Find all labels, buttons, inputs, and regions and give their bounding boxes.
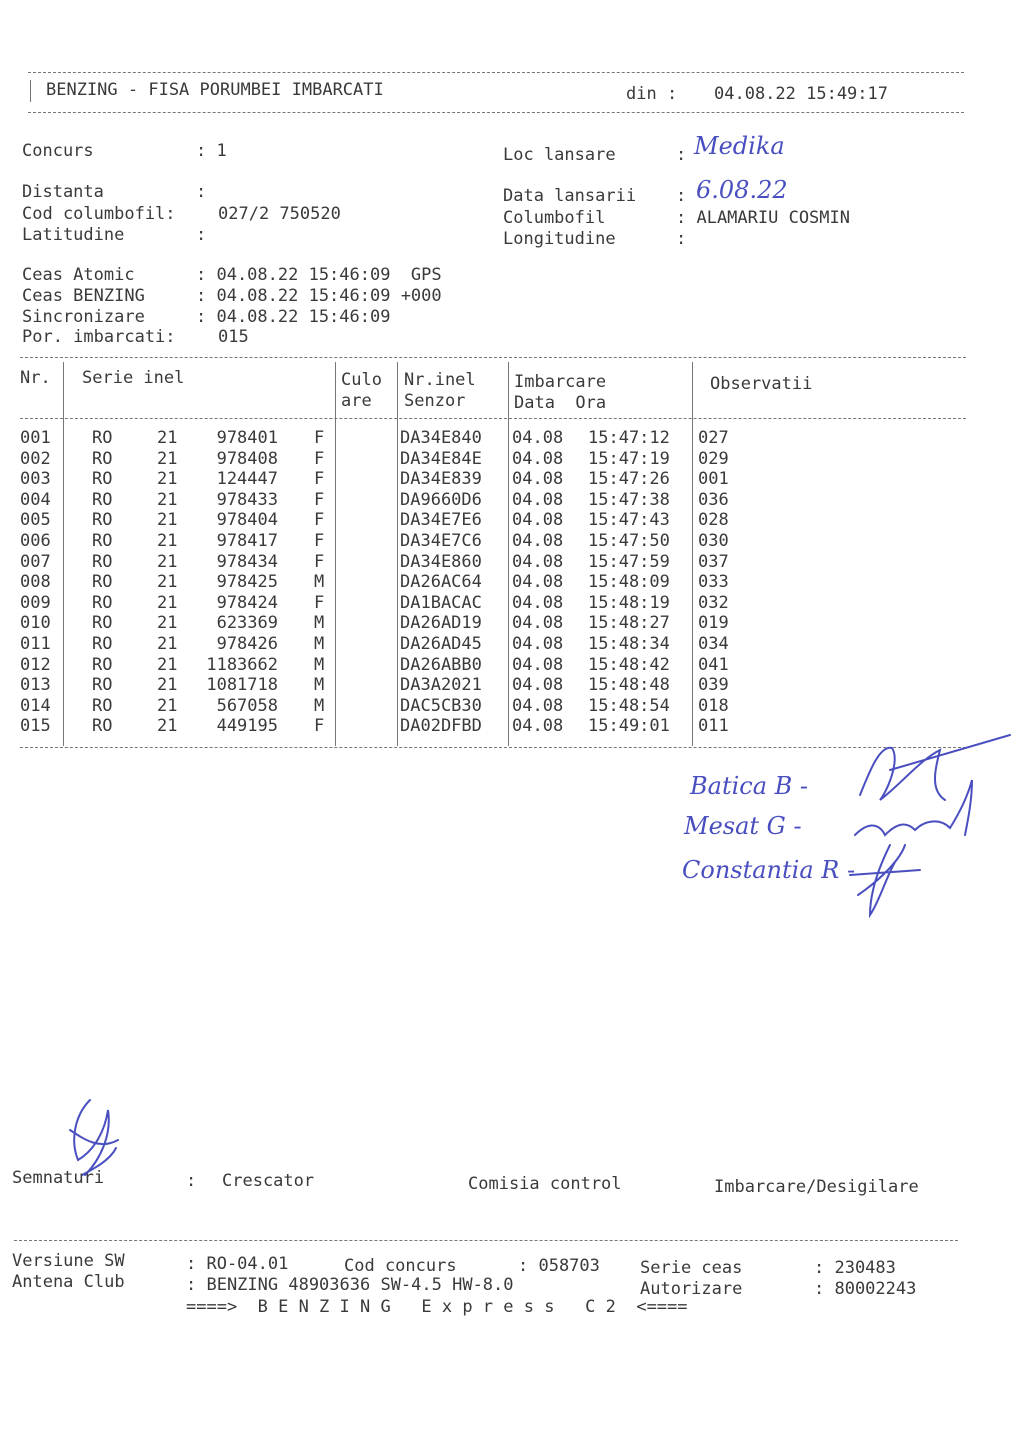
row-number: 011	[20, 634, 51, 654]
observation: 032	[698, 592, 729, 613]
handwritten-line-1: Batica B -	[690, 772, 809, 800]
sex: M	[314, 695, 325, 716]
ring-year: 21	[157, 489, 178, 510]
loc-lansare-sep: :	[676, 145, 687, 165]
ceas-atomic-label: Ceas Atomic	[22, 265, 135, 285]
distanta-label: Distanta	[22, 182, 104, 202]
observation: 039	[698, 675, 729, 696]
signature-stroke-2	[855, 780, 972, 835]
sex: F	[314, 716, 325, 737]
table-row	[0, 696, 1024, 716]
ring-country: RO	[92, 613, 113, 634]
ring-country: RO	[92, 510, 113, 531]
latitudine-value: :	[196, 225, 207, 245]
table-row	[0, 634, 1024, 654]
longitudine-value: :	[676, 229, 687, 249]
observation: 030	[698, 531, 729, 551]
sincronizare-label: Sincronizare	[22, 307, 145, 327]
sincronizare-value: : 04.08.22 15:46:09	[196, 307, 391, 327]
boarding-date: 04.08	[512, 613, 564, 634]
ring-number: 978408	[216, 448, 278, 469]
ceas-benzing-label: Ceas BENZING	[22, 286, 145, 306]
boarding-date: 04.08	[512, 592, 564, 613]
sex: F	[314, 469, 325, 490]
sensor-ring: DA34E839	[400, 469, 482, 490]
ring-year: 21	[157, 510, 178, 531]
ring-number: 978417	[216, 531, 278, 551]
imbarcare-desigilare-label: Imbarcare/Desigilare	[714, 1177, 919, 1197]
boarding-time: 15:47:26	[588, 469, 670, 490]
ring-country: RO	[92, 675, 113, 696]
ring-year: 21	[157, 634, 178, 654]
boarding-time: 15:47:38	[588, 489, 670, 510]
observation: 027	[698, 428, 729, 448]
table-row	[0, 449, 1024, 469]
sensor-ring: DA1BACAC	[400, 592, 482, 613]
ring-number: 978401	[216, 428, 278, 448]
ring-year: 21	[157, 572, 178, 593]
handwritten-line-3: Constantia R -	[682, 856, 856, 884]
sex: F	[314, 510, 325, 531]
autorizare-value: : 80002243	[814, 1279, 917, 1299]
row-number: 014	[20, 695, 51, 716]
col-header-serie-inel: Serie inel	[82, 368, 185, 388]
table-row	[0, 490, 1024, 510]
crescator-label: Crescator	[222, 1171, 315, 1191]
distanta-value: :	[196, 182, 207, 202]
table-header-rule	[20, 418, 966, 419]
porumbei-imbarcati-value: 015	[218, 327, 249, 347]
table-bottom-rule	[20, 747, 966, 748]
sex: F	[314, 592, 325, 613]
ring-number: 1081718	[206, 675, 278, 696]
ceas-atomic-value: : 04.08.22 15:46:09 GPS	[196, 265, 442, 285]
ring-country: RO	[92, 634, 113, 654]
ring-country: RO	[92, 654, 113, 675]
table-row	[0, 510, 1024, 530]
sex: F	[314, 448, 325, 469]
header-bottom-rule	[28, 112, 964, 113]
sensor-ring: DA34E860	[400, 551, 482, 572]
col-header-nr-inel-2: Senzor	[404, 391, 466, 411]
boarding-date: 04.08	[512, 531, 564, 551]
boarding-date: 04.08	[512, 469, 564, 490]
row-number: 013	[20, 675, 51, 696]
ring-country: RO	[92, 572, 113, 593]
sensor-ring: DA9660D6	[400, 489, 482, 510]
semnaturi-label: Semnaturi	[12, 1168, 105, 1188]
table-row	[0, 655, 1024, 675]
porumbei-imbarcati-label: Por. imbarcati:	[22, 327, 176, 347]
table-row	[0, 469, 1024, 489]
observation: 037	[698, 551, 729, 572]
ring-number: 978433	[216, 489, 278, 510]
sex: M	[314, 572, 325, 593]
antena-club-value: : BENZING 48903636 SW-4.5 HW-8.0	[186, 1275, 514, 1295]
sensor-ring: DA26AC64	[400, 572, 482, 593]
ring-country: RO	[92, 489, 113, 510]
row-number: 010	[20, 613, 51, 634]
antena-club-label: Antena Club	[12, 1272, 125, 1292]
sex: M	[314, 613, 325, 634]
observation: 001	[698, 469, 729, 490]
ring-year: 21	[157, 695, 178, 716]
boarding-time: 15:48:09	[588, 572, 670, 593]
boarding-time: 15:47:59	[588, 551, 670, 572]
ring-country: RO	[92, 428, 113, 448]
serie-ceas-value: : 230483	[814, 1258, 896, 1278]
col-header-nr: Nr.	[20, 368, 51, 388]
boarding-time: 15:49:01	[588, 716, 670, 737]
header-date: 04.08.22 15:49:17	[714, 84, 888, 104]
row-number: 007	[20, 551, 51, 572]
sex: M	[314, 654, 325, 675]
versiune-sw-value: : RO-04.01	[186, 1254, 289, 1274]
sex: M	[314, 634, 325, 654]
header-top-rule	[28, 72, 964, 73]
sensor-ring: DA26AD45	[400, 634, 482, 654]
cod-concurs-label: Cod concurs	[344, 1256, 457, 1276]
sex: F	[314, 551, 325, 572]
document-title: BENZING - FISA PORUMBEI IMBARCATI	[46, 80, 384, 100]
cod-concurs-value: : 058703	[518, 1256, 600, 1276]
ring-year: 21	[157, 592, 178, 613]
row-number: 009	[20, 592, 51, 613]
data-lansarii-label: Data lansarii	[503, 186, 637, 206]
serie-ceas-label: Serie ceas	[640, 1258, 743, 1278]
sensor-ring: DA02DFBD	[400, 716, 482, 737]
table-row	[0, 593, 1024, 613]
boarding-time: 15:47:19	[588, 448, 670, 469]
observation: 033	[698, 572, 729, 593]
sensor-ring: DA34E84E	[400, 448, 482, 469]
sensor-ring: DA34E7E6	[400, 510, 482, 531]
col-header-observatii: Observatii	[710, 374, 813, 394]
boarding-date: 04.08	[512, 572, 564, 593]
boarding-date: 04.08	[512, 448, 564, 469]
ring-year: 21	[157, 428, 178, 448]
boarding-date: 04.08	[512, 489, 564, 510]
ring-year: 21	[157, 531, 178, 551]
signature-stroke-3	[850, 845, 920, 915]
table-row	[0, 428, 1024, 448]
col-header-culoare-2: are	[341, 391, 372, 411]
boarding-time: 15:48:34	[588, 634, 670, 654]
boarding-time: 15:48:54	[588, 695, 670, 716]
table-row	[0, 552, 1024, 572]
ring-year: 21	[157, 675, 178, 696]
loc-lansare-label: Loc lansare	[503, 145, 616, 165]
header-left-border	[30, 80, 31, 102]
observation: 019	[698, 613, 729, 634]
ring-year: 21	[157, 654, 178, 675]
columbofil-label: Columbofil	[503, 208, 606, 228]
boarding-time: 15:48:48	[588, 675, 670, 696]
boarding-date: 04.08	[512, 654, 564, 675]
sensor-ring: DA3A2021	[400, 675, 482, 696]
table-row	[0, 675, 1024, 695]
row-number: 001	[20, 428, 51, 448]
observation: 036	[698, 489, 729, 510]
boarding-time: 15:47:50	[588, 531, 670, 551]
col-header-nr-inel-1: Nr.inel	[404, 370, 476, 390]
ring-country: RO	[92, 469, 113, 490]
col-header-imbarcare-1: Imbarcare	[514, 372, 607, 392]
ring-number: 567058	[216, 695, 278, 716]
boarding-date: 04.08	[512, 428, 564, 448]
boarding-time: 15:47:12	[588, 428, 670, 448]
ring-number: 449195	[216, 716, 278, 737]
sensor-ring: DAC5CB30	[400, 695, 482, 716]
concurs-label: Concurs	[22, 141, 94, 161]
observation: 034	[698, 634, 729, 654]
row-number: 005	[20, 510, 51, 531]
autorizare-label: Autorizare	[640, 1279, 743, 1299]
table-top-rule	[20, 357, 966, 358]
ring-number: 978424	[216, 592, 278, 613]
comisia-control-label: Comisia control	[468, 1174, 622, 1194]
sensor-ring: DA34E840	[400, 428, 482, 448]
ring-country: RO	[92, 531, 113, 551]
sex: F	[314, 531, 325, 551]
boarding-time: 15:48:27	[588, 613, 670, 634]
boarding-date: 04.08	[512, 695, 564, 716]
table-row	[0, 613, 1024, 633]
sex: F	[314, 489, 325, 510]
col-header-imbarcare-2: Data Ora	[514, 393, 607, 413]
col-header-culoare-1: Culo	[341, 370, 382, 390]
signature-stroke-1	[860, 735, 1010, 800]
ring-year: 21	[157, 613, 178, 634]
table-row	[0, 531, 1024, 551]
observation: 028	[698, 510, 729, 531]
boarding-time: 15:48:19	[588, 592, 670, 613]
observation: 029	[698, 448, 729, 469]
sensor-ring: DA26ABB0	[400, 654, 482, 675]
ring-country: RO	[92, 716, 113, 737]
loc-lansare-handwritten: Medika	[694, 132, 785, 160]
footer-top-rule	[14, 1240, 958, 1241]
benzing-banner: ====> B E N Z I N G E x p r e s s C 2 <====	[186, 1297, 688, 1317]
data-lansarii-handwritten: 6.08.22	[696, 176, 788, 204]
row-number: 004	[20, 489, 51, 510]
ceas-benzing-value: : 04.08.22 15:46:09 +000	[196, 286, 442, 306]
signature-stroke-4	[70, 1100, 118, 1175]
sex: M	[314, 675, 325, 696]
boarding-date: 04.08	[512, 716, 564, 737]
handwritten-line-2: Mesat G -	[684, 812, 802, 840]
boarding-date: 04.08	[512, 510, 564, 531]
boarding-time: 15:47:43	[588, 510, 670, 531]
cod-columbofil-label: Cod columbofil:	[22, 204, 176, 224]
ring-year: 21	[157, 551, 178, 572]
observation: 011	[698, 716, 729, 737]
row-number: 008	[20, 572, 51, 593]
ring-country: RO	[92, 592, 113, 613]
sensor-ring: DA26AD19	[400, 613, 482, 634]
semnaturi-sep: :	[186, 1171, 197, 1191]
ring-number: 978425	[216, 572, 278, 593]
ring-country: RO	[92, 551, 113, 572]
data-lansarii-sep: :	[676, 186, 687, 206]
sensor-ring: DA34E7C6	[400, 531, 482, 551]
ring-year: 21	[157, 716, 178, 737]
ring-number: 1183662	[206, 654, 278, 675]
observation: 018	[698, 695, 729, 716]
boarding-time: 15:48:42	[588, 654, 670, 675]
ring-number: 124447	[216, 469, 278, 490]
ring-number: 978434	[216, 551, 278, 572]
boarding-date: 04.08	[512, 551, 564, 572]
ring-country: RO	[92, 448, 113, 469]
ring-number: 623369	[216, 613, 278, 634]
row-number: 012	[20, 654, 51, 675]
ring-country: RO	[92, 695, 113, 716]
ring-number: 978426	[216, 634, 278, 654]
concurs-value: : 1	[196, 141, 227, 161]
ring-year: 21	[157, 448, 178, 469]
cod-columbofil-value: 027/2 750520	[218, 204, 341, 224]
sex: F	[314, 428, 325, 448]
longitudine-label: Longitudine	[503, 229, 616, 249]
table-row	[0, 716, 1024, 736]
versiune-sw-label: Versiune SW	[12, 1251, 125, 1271]
table-row	[0, 572, 1024, 592]
boarding-date: 04.08	[512, 634, 564, 654]
latitudine-label: Latitudine	[22, 225, 125, 245]
row-number: 002	[20, 448, 51, 469]
columbofil-value: : ALAMARIU COSMIN	[676, 208, 850, 228]
header-din-label: din :	[626, 84, 678, 104]
ring-year: 21	[157, 469, 178, 490]
row-number: 015	[20, 716, 51, 737]
ring-number: 978404	[216, 510, 278, 531]
row-number: 003	[20, 469, 51, 490]
boarding-date: 04.08	[512, 675, 564, 696]
observation: 041	[698, 654, 729, 675]
row-number: 006	[20, 531, 51, 551]
